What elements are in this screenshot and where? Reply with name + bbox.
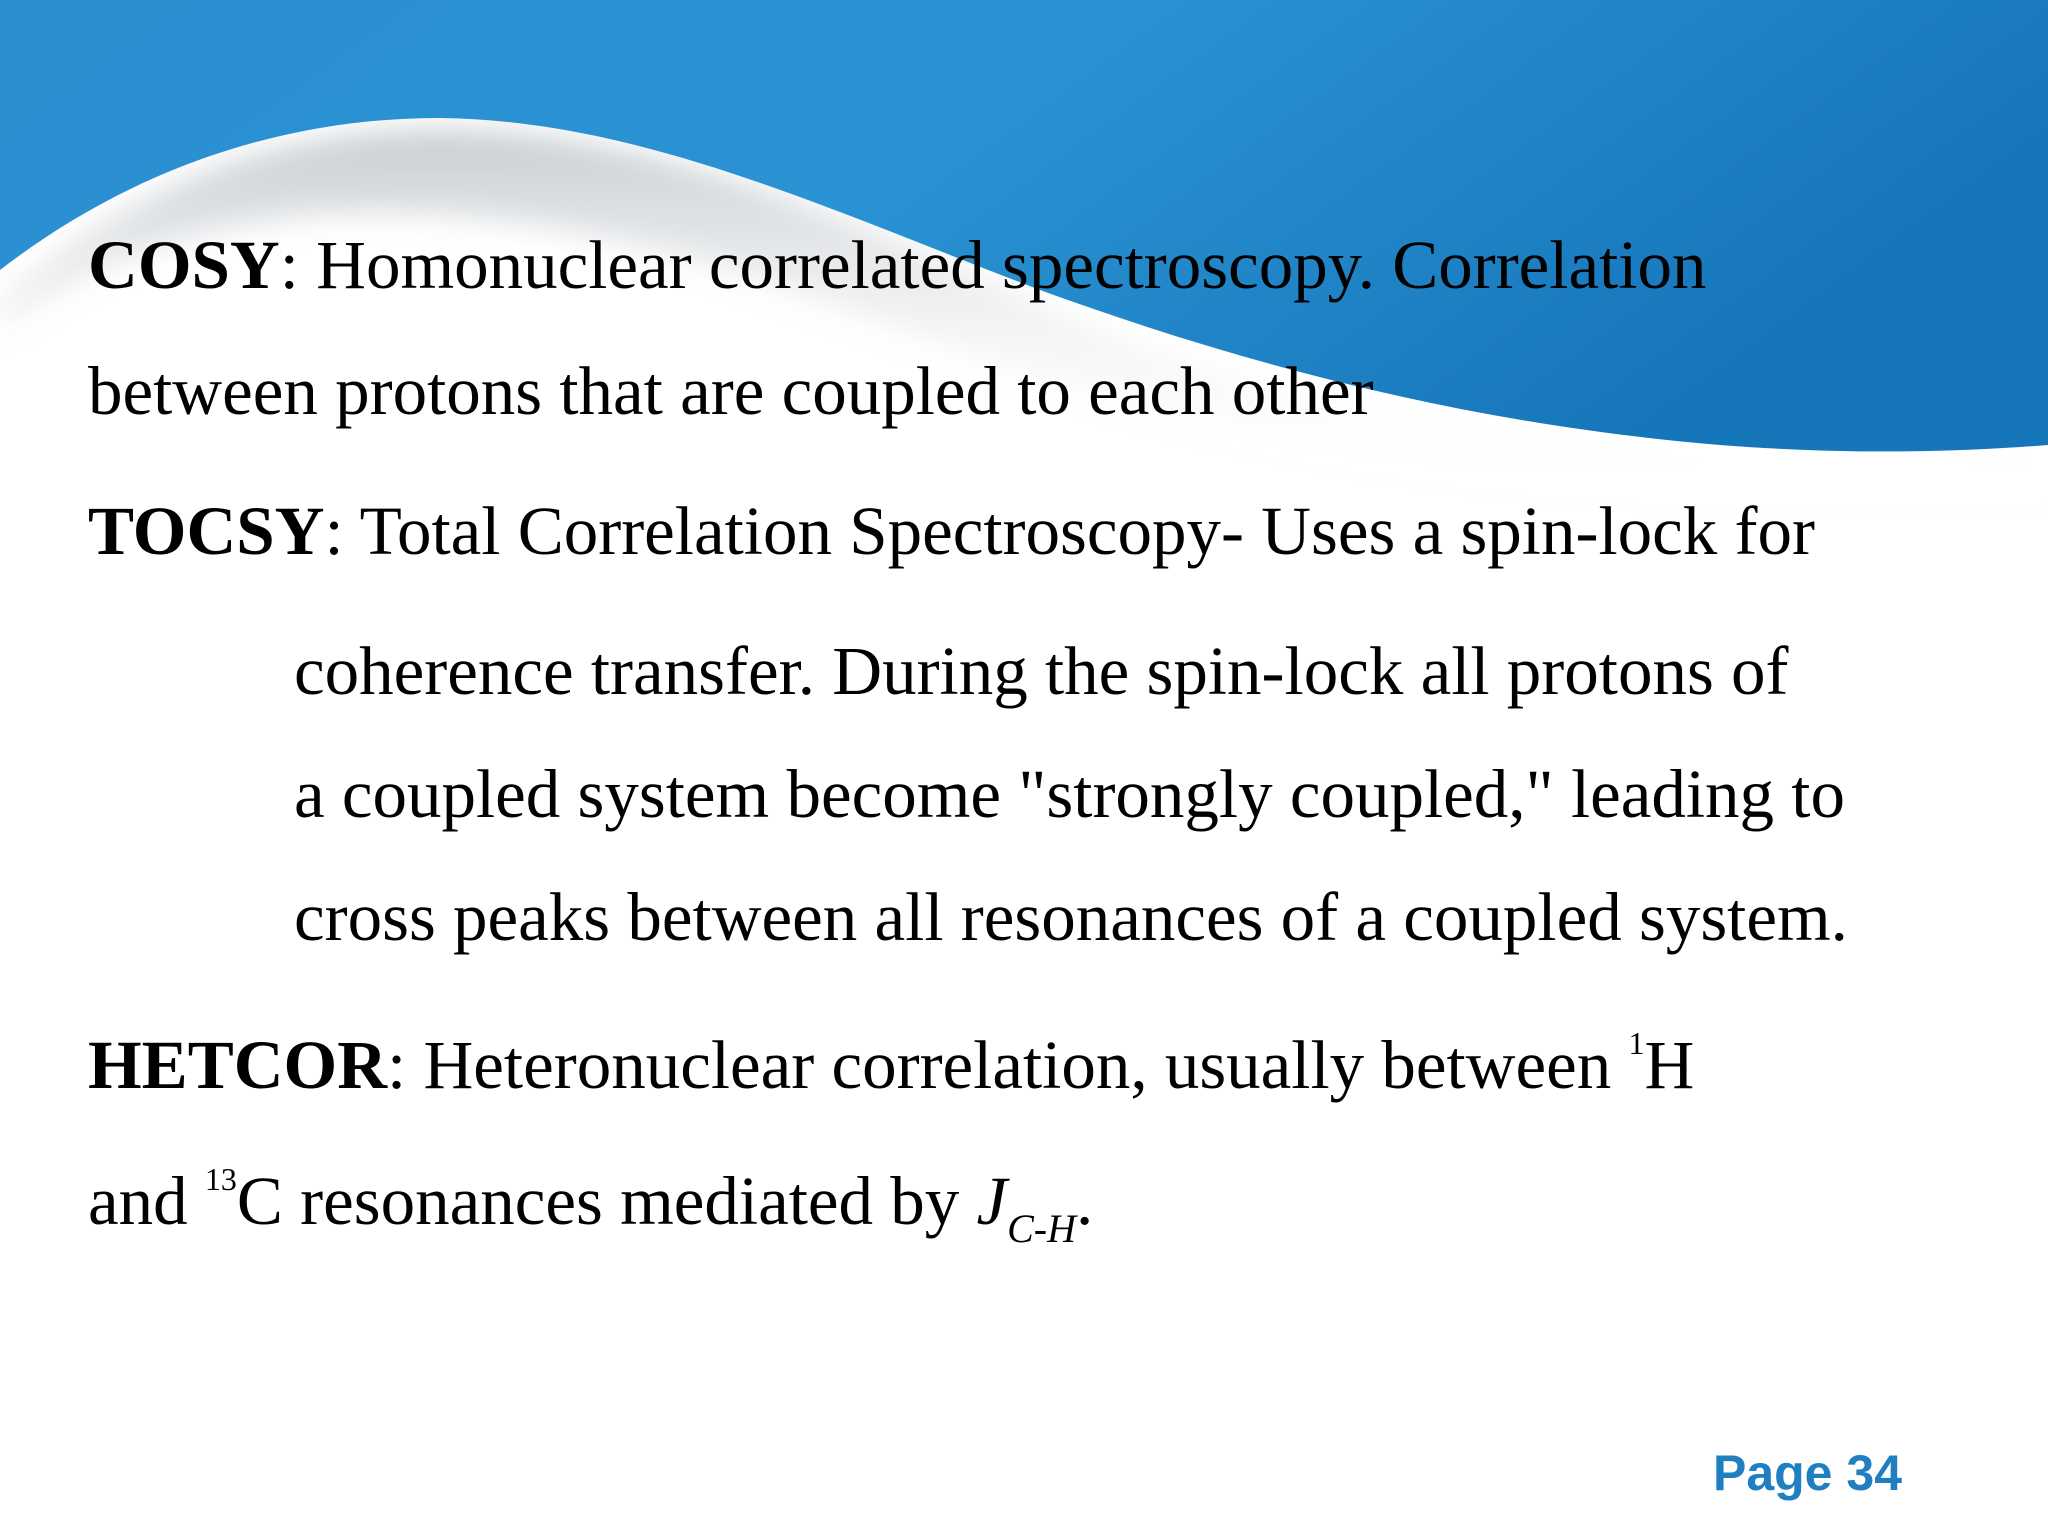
hetcor-line-2 <box>88 1161 1094 1251</box>
tocsy-line-1 <box>88 493 1815 569</box>
hetcor-term: HETCOR <box>88 1027 388 1103</box>
hetcor-and: and <box>88 1163 205 1239</box>
tocsy-definition-4: cross peaks between all resonances of a coupled system. <box>294 879 1848 955</box>
hydrogen-symbol: H <box>1644 1027 1695 1103</box>
tocsy-term: TOCSY <box>88 493 325 569</box>
tocsy-definition-3: a coupled system become "strongly coupled," leading to <box>294 756 1845 832</box>
cosy-definition-1: : Homonuclear correlated spectroscopy. Correlation <box>279 227 1707 303</box>
tocsy-definition-1: : Total Correlation Spectroscopy- Uses a spin-lock for <box>324 493 1815 569</box>
tocsy-line-4 <box>294 879 1848 955</box>
tocsy-line-3 <box>294 756 1845 832</box>
hetcor-period: . <box>1076 1163 1094 1239</box>
hetcor-line-1 <box>88 1025 1695 1103</box>
coupling-constant-symbol: J <box>976 1163 1008 1239</box>
hydrogen-isotope-number: 1 <box>1628 1025 1645 1061</box>
cosy-definition-2: between protons that are coupled to each other <box>88 353 1374 429</box>
hetcor-definition-1: : Heteronuclear correlation, usually between <box>387 1027 1629 1103</box>
cosy-term: COSY <box>88 227 280 303</box>
cosy-line-2 <box>88 353 1374 429</box>
coupling-constant-subscript: C-H <box>1007 1206 1077 1251</box>
hetcor-definition-2: C resonances mediated by <box>236 1163 977 1239</box>
carbon-isotope-number: 13 <box>204 1161 237 1197</box>
tocsy-definition-2: coherence transfer. During the spin-lock all protons of <box>294 633 1789 709</box>
cosy-line-1 <box>88 227 1707 303</box>
page-number: Page 34 <box>1712 1445 1902 1501</box>
tocsy-line-2 <box>294 633 1789 709</box>
